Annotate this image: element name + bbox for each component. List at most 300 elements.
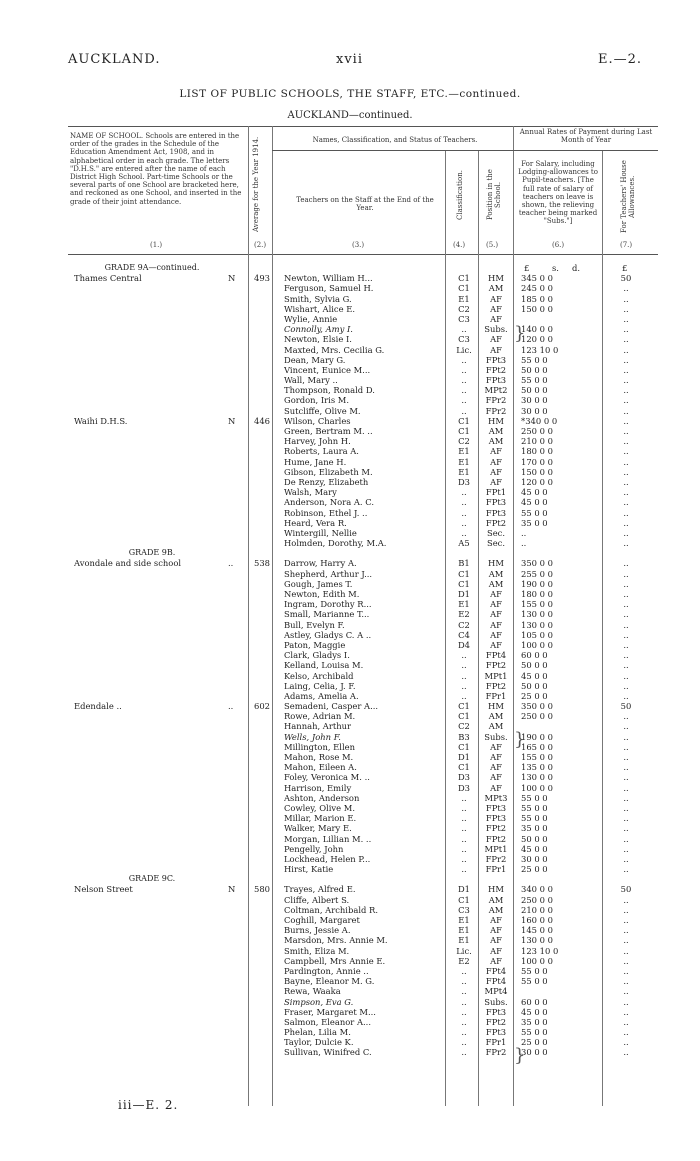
col7-number: (7.) bbox=[620, 241, 633, 249]
house-allowance: .. bbox=[623, 293, 629, 304]
school-status: .. bbox=[228, 558, 234, 569]
salary: 190 0 0 bbox=[521, 578, 553, 589]
position: AF bbox=[490, 476, 502, 487]
house-allowance: .. bbox=[623, 935, 629, 946]
table-row bbox=[0, 538, 700, 548]
col3-number: (3.) bbox=[352, 241, 365, 249]
position: FPr1 bbox=[485, 1037, 507, 1048]
position: AM bbox=[488, 436, 504, 447]
table-row bbox=[0, 844, 700, 854]
table-row bbox=[0, 385, 700, 395]
col4-number: (4.) bbox=[453, 241, 466, 249]
position: AF bbox=[490, 334, 502, 345]
house-allowance: .. bbox=[623, 945, 629, 956]
house-allowance: .. bbox=[623, 517, 629, 528]
table-row bbox=[0, 569, 700, 579]
table-row bbox=[0, 956, 700, 966]
col4-header: Classification. bbox=[456, 170, 464, 220]
classification: B1 bbox=[458, 558, 470, 569]
table-row bbox=[0, 395, 700, 405]
house-allowance: .. bbox=[623, 639, 629, 650]
table-row bbox=[0, 345, 700, 355]
house-allowance: .. bbox=[623, 680, 629, 691]
teacher-name: Connolly, Amy I. bbox=[284, 324, 353, 335]
school-name: Nelson Street bbox=[74, 884, 133, 895]
classification: E1 bbox=[458, 935, 470, 946]
table-row bbox=[0, 589, 700, 599]
table-row bbox=[0, 518, 700, 528]
table-row bbox=[0, 1007, 700, 1017]
salary: 45 0 0 bbox=[521, 497, 548, 508]
page-title: LIST OF PUBLIC SCHOOLS, THE STAFF, ETC.—continued. bbox=[179, 88, 521, 100]
position: AF bbox=[490, 782, 502, 793]
classification: .. bbox=[461, 324, 467, 335]
house-allowance: .. bbox=[623, 364, 629, 375]
table-row bbox=[0, 884, 700, 894]
teacher-name: Wintergill, Nellie bbox=[284, 527, 357, 538]
position: AM bbox=[488, 904, 504, 915]
position: AF bbox=[490, 955, 502, 966]
school-name: Waihi D.H.S. bbox=[74, 415, 128, 426]
classification: .. bbox=[461, 487, 467, 498]
table-row bbox=[0, 416, 700, 426]
position: FPt4 bbox=[485, 976, 507, 987]
salary: 130 0 0 bbox=[521, 935, 553, 946]
salary: 55 0 0 bbox=[521, 507, 548, 518]
table-row bbox=[0, 630, 700, 640]
salary: 55 0 0 bbox=[521, 976, 548, 987]
salary: 55 0 0 bbox=[521, 802, 548, 813]
salary: 25 0 0 bbox=[521, 1037, 548, 1048]
classification: .. bbox=[461, 976, 467, 987]
teacher-name: Simpson, Eva G. bbox=[284, 996, 354, 1007]
house-allowance: .. bbox=[623, 802, 629, 813]
classification: .. bbox=[461, 507, 467, 518]
position: FPt3 bbox=[485, 507, 507, 518]
school-name: Edendale .. bbox=[74, 701, 122, 712]
position: AF bbox=[490, 589, 502, 599]
col3-group-header: Names, Classification, and Status of Teachers. bbox=[312, 136, 478, 144]
table-row bbox=[0, 986, 700, 996]
table-row bbox=[0, 691, 700, 701]
group-rule bbox=[272, 150, 513, 151]
house-allowance: .. bbox=[623, 476, 629, 487]
classification: C2 bbox=[458, 721, 470, 732]
salary: 150 0 0 bbox=[521, 303, 553, 314]
house-allowance: .. bbox=[623, 487, 629, 498]
teacher-name: Thompson, Ronald D. bbox=[284, 385, 375, 396]
pound-unit: £ bbox=[524, 263, 530, 273]
position: AF bbox=[490, 344, 502, 355]
position: AM bbox=[488, 426, 504, 436]
house-allowance: .. bbox=[623, 986, 629, 997]
classification: .. bbox=[461, 843, 467, 854]
position: AM bbox=[488, 721, 504, 732]
table-row bbox=[0, 579, 700, 589]
position: FPt3 bbox=[485, 1027, 507, 1038]
teacher-name: Millar, Marion E. bbox=[284, 813, 357, 824]
teacher-name: Walker, Mary E. bbox=[284, 823, 352, 834]
house-allowance: .. bbox=[623, 792, 629, 803]
grade-label: GRADE 9C. bbox=[128, 874, 176, 884]
position: AF bbox=[490, 915, 502, 925]
table-row bbox=[0, 671, 700, 681]
classification: E2 bbox=[458, 955, 470, 966]
house-allowance: .. bbox=[623, 568, 629, 579]
house-allowance: .. bbox=[623, 915, 629, 925]
teacher-name: Clark, Gladys I. bbox=[284, 650, 350, 661]
house-allowance: .. bbox=[623, 894, 629, 905]
table-row bbox=[0, 976, 700, 986]
salary: 35 0 0 bbox=[521, 517, 548, 528]
position: FPt2 bbox=[485, 680, 507, 691]
table-row bbox=[0, 711, 700, 721]
classification: .. bbox=[461, 823, 467, 834]
salary: 170 0 0 bbox=[521, 456, 553, 467]
col7-header: For Teachers' House Allowances. bbox=[620, 160, 637, 234]
classification: E1 bbox=[458, 293, 470, 304]
house-allowance: .. bbox=[623, 599, 629, 610]
house-allowance: .. bbox=[623, 833, 629, 844]
teacher-name: Sutcliffe, Olive M. bbox=[284, 405, 361, 416]
teacher-name: Ingram, Dorothy R... bbox=[284, 599, 372, 610]
school-name: Thames Central bbox=[74, 273, 142, 284]
house-allowance: .. bbox=[623, 283, 629, 294]
house-allowance: .. bbox=[623, 303, 629, 314]
house-allowance: .. bbox=[623, 324, 629, 335]
house-allowance: .. bbox=[623, 415, 629, 426]
classification: .. bbox=[461, 660, 467, 671]
grade-label: GRADE 9B. bbox=[128, 548, 176, 558]
salary: 165 0 0 bbox=[521, 741, 553, 752]
table-row bbox=[0, 283, 700, 293]
house-allowance: .. bbox=[623, 497, 629, 508]
salary: 250 0 0 bbox=[521, 894, 553, 905]
house-allowance: 50 bbox=[620, 701, 632, 712]
teacher-name: Wells, John F. bbox=[284, 731, 341, 742]
position: AM bbox=[488, 894, 504, 905]
position: AF bbox=[490, 752, 502, 762]
salary: .. bbox=[521, 527, 527, 538]
table-row bbox=[0, 609, 700, 619]
classification: .. bbox=[461, 813, 467, 824]
salary: 60 0 0 bbox=[521, 996, 548, 1007]
house-allowance: .. bbox=[623, 925, 629, 936]
average-attendance: 446 bbox=[254, 415, 270, 426]
pence-unit: d. bbox=[572, 263, 581, 273]
salary: 130 0 0 bbox=[521, 609, 553, 620]
position: HM bbox=[488, 415, 504, 426]
table-row bbox=[0, 314, 700, 324]
salary: 135 0 0 bbox=[521, 762, 553, 773]
position: AF bbox=[490, 772, 502, 783]
position: Subs. bbox=[484, 996, 508, 1007]
position: FPr1 bbox=[485, 864, 507, 875]
position: FPt2 bbox=[485, 1016, 507, 1027]
classification: .. bbox=[461, 527, 467, 538]
teacher-name: Wilson, Charles bbox=[284, 415, 351, 426]
school-status: .. bbox=[228, 701, 234, 712]
house-allowance: .. bbox=[623, 558, 629, 569]
salary: 30 0 0 bbox=[521, 405, 548, 416]
salary: 123 10 0 bbox=[521, 344, 559, 355]
classification: .. bbox=[461, 680, 467, 691]
col5-header: Position in the School. bbox=[486, 169, 503, 221]
house-allowance: .. bbox=[623, 965, 629, 976]
teacher-name: Newton, Edith M. bbox=[284, 589, 360, 599]
house-allowance: .. bbox=[623, 690, 629, 701]
classification: .. bbox=[461, 833, 467, 844]
teacher-name: Foley, Veronica M. .. bbox=[284, 772, 370, 783]
position: AF bbox=[490, 609, 502, 620]
teacher-name: Campbell, Mrs Annie E. bbox=[284, 955, 386, 966]
position: FPt4 bbox=[485, 650, 507, 661]
salary: 255 0 0 bbox=[521, 568, 553, 579]
salary: 100 0 0 bbox=[521, 955, 553, 966]
table-row bbox=[0, 477, 700, 487]
position: FPt2 bbox=[485, 517, 507, 528]
teacher-name: Roberts, Laura A. bbox=[284, 446, 359, 457]
position: FPt3 bbox=[485, 813, 507, 824]
position: AF bbox=[490, 456, 502, 467]
house-allowance: .. bbox=[623, 752, 629, 762]
position: AF bbox=[490, 599, 502, 610]
teacher-name: De Renzy, Elizabeth bbox=[284, 476, 369, 487]
position: FPr2 bbox=[485, 853, 507, 864]
teacher-name: Darrow, Harry A. bbox=[284, 558, 357, 569]
salary: 140 0 0 bbox=[521, 324, 553, 335]
classification: D3 bbox=[457, 782, 471, 793]
salary: 250 0 0 bbox=[521, 711, 553, 722]
salary: 25 0 0 bbox=[521, 690, 548, 701]
salary: 25 0 0 bbox=[521, 864, 548, 875]
col2-number: (2.) bbox=[254, 241, 267, 249]
house-allowance: .. bbox=[623, 334, 629, 345]
table-row bbox=[0, 558, 700, 568]
table-row bbox=[0, 355, 700, 365]
table-row bbox=[0, 1017, 700, 1027]
table-row bbox=[0, 1027, 700, 1037]
classification: C1 bbox=[458, 894, 470, 905]
teacher-name: Marsdon, Mrs. Annie M. bbox=[284, 935, 388, 946]
teacher-name: Astley, Gladys C. A .. bbox=[284, 629, 372, 640]
position: MPt3 bbox=[484, 792, 508, 803]
position: FPt2 bbox=[485, 660, 507, 671]
house-allowance: .. bbox=[623, 354, 629, 365]
position: AF bbox=[490, 741, 502, 752]
teacher-name: Rowe, Adrian M. bbox=[284, 711, 356, 722]
teacher-name: Hume, Jane H. bbox=[284, 456, 347, 467]
classification: .. bbox=[461, 375, 467, 386]
salary: 50 0 0 bbox=[521, 364, 548, 375]
teacher-name: Bull, Evelyn F. bbox=[284, 619, 345, 630]
salary: 55 0 0 bbox=[521, 792, 548, 803]
salary: 45 0 0 bbox=[521, 843, 548, 854]
position: AM bbox=[488, 578, 504, 589]
teacher-name: Coltman, Archibald R. bbox=[284, 904, 378, 915]
grade-heading bbox=[0, 263, 700, 273]
teacher-name: Wylie, Annie bbox=[284, 313, 338, 324]
classification: .. bbox=[461, 497, 467, 508]
position: FPt2 bbox=[485, 364, 507, 375]
classification: C2 bbox=[458, 619, 470, 630]
house-allowance: .. bbox=[623, 466, 629, 477]
classification: .. bbox=[461, 650, 467, 661]
teacher-name: Adams, Amelia A. bbox=[284, 690, 359, 701]
house-allowance: .. bbox=[623, 772, 629, 783]
salary: 155 0 0 bbox=[521, 599, 553, 610]
salary: 55 0 0 bbox=[521, 813, 548, 824]
grade-heading bbox=[0, 874, 700, 884]
table-row bbox=[0, 793, 700, 803]
teacher-name: Maxted, Mrs. Cecilia G. bbox=[284, 344, 385, 355]
school-status: N bbox=[228, 884, 236, 895]
salary: 55 0 0 bbox=[521, 354, 548, 365]
house-allowance: .. bbox=[623, 1037, 629, 1048]
table-row bbox=[0, 783, 700, 793]
house-allowance: .. bbox=[623, 313, 629, 324]
table-row bbox=[0, 681, 700, 691]
position: FPr2 bbox=[485, 395, 507, 406]
table-row bbox=[0, 732, 700, 742]
teacher-name: Sullivan, Winifred C. bbox=[284, 1047, 372, 1058]
salary: 130 0 0 bbox=[521, 619, 553, 630]
position: FPr2 bbox=[485, 405, 507, 416]
salary: 45 0 0 bbox=[521, 670, 548, 681]
teacher-name: Kelland, Louisa M. bbox=[284, 660, 364, 671]
classification: .. bbox=[461, 395, 467, 406]
house-allowance: .. bbox=[623, 741, 629, 752]
classification: .. bbox=[461, 853, 467, 864]
classification: E2 bbox=[458, 609, 470, 620]
header-right: E.—2. bbox=[598, 52, 643, 67]
house-allowance: .. bbox=[623, 904, 629, 915]
position: Subs. bbox=[484, 731, 508, 742]
classification: C2 bbox=[458, 303, 470, 314]
house-allowance: .. bbox=[623, 762, 629, 773]
house-allowance: .. bbox=[623, 538, 629, 549]
position: HM bbox=[488, 701, 504, 712]
position: HM bbox=[488, 884, 504, 895]
teacher-name: Phelan, Lilia M. bbox=[284, 1027, 351, 1038]
teacher-name: Hannah, Arthur bbox=[284, 721, 352, 732]
classification: C1 bbox=[458, 273, 470, 284]
teacher-name: Lockhead, Helen P... bbox=[284, 853, 371, 864]
position: FPt1 bbox=[485, 487, 507, 498]
classification: .. bbox=[461, 385, 467, 396]
salary: 105 0 0 bbox=[521, 629, 553, 640]
table-row bbox=[0, 446, 700, 456]
table-row bbox=[0, 650, 700, 660]
house-allowance: .. bbox=[623, 405, 629, 416]
teacher-name: Millington, Ellen bbox=[284, 741, 355, 752]
house-pound-unit: £ bbox=[622, 263, 628, 273]
teacher-name: Fraser, Margaret M... bbox=[284, 1006, 376, 1017]
teacher-name: Laing, Celia, J. F. bbox=[284, 680, 356, 691]
house-allowance: 50 bbox=[620, 884, 632, 895]
position: Sec. bbox=[486, 527, 506, 538]
table-row bbox=[0, 508, 700, 518]
teacher-name: Mahon, Rose M. bbox=[284, 752, 354, 762]
position: MPt1 bbox=[484, 670, 508, 681]
table-row bbox=[0, 294, 700, 304]
house-allowance: .. bbox=[623, 823, 629, 834]
house-allowance: .. bbox=[623, 1016, 629, 1027]
house-allowance: .. bbox=[623, 385, 629, 396]
average-attendance: 580 bbox=[254, 884, 270, 895]
table-row bbox=[0, 1037, 700, 1047]
salary: 30 0 0 bbox=[521, 395, 548, 406]
teacher-name: Burns, Jessie A. bbox=[284, 925, 351, 936]
position: AF bbox=[490, 945, 502, 956]
position: FPt3 bbox=[485, 1006, 507, 1017]
house-allowance: .. bbox=[623, 996, 629, 1007]
house-allowance: .. bbox=[623, 976, 629, 987]
classification: .. bbox=[461, 1047, 467, 1058]
teacher-name: Smith, Sylvia G. bbox=[284, 293, 352, 304]
teacher-name: Gough, James T. bbox=[284, 578, 353, 589]
teacher-name: Pardington, Annie .. bbox=[284, 965, 369, 976]
position: FPt4 bbox=[485, 965, 507, 976]
classification: B3 bbox=[458, 731, 470, 742]
header-page-number: xvii bbox=[336, 52, 363, 67]
classification: .. bbox=[461, 802, 467, 813]
classification: C3 bbox=[458, 904, 470, 915]
teacher-name: Wishart, Alice E. bbox=[284, 303, 356, 314]
table-row bbox=[0, 762, 700, 772]
table-row bbox=[0, 834, 700, 844]
position: AM bbox=[488, 568, 504, 579]
salary: 180 0 0 bbox=[521, 446, 553, 457]
salary: 123 10 0 bbox=[521, 945, 559, 956]
salary: 185 0 0 bbox=[521, 293, 553, 304]
position: FPt3 bbox=[485, 497, 507, 508]
position: Sec. bbox=[486, 538, 506, 549]
col3-header: Teachers on the Staff at the End of the Year. bbox=[296, 196, 434, 213]
position: AF bbox=[490, 313, 502, 324]
table-row bbox=[0, 487, 700, 497]
salary: 100 0 0 bbox=[521, 639, 553, 650]
grade-label: GRADE 9A—continued. bbox=[104, 263, 200, 272]
salary: 155 0 0 bbox=[521, 752, 553, 762]
teacher-name: Pengelly, John bbox=[284, 843, 344, 854]
table-row bbox=[0, 701, 700, 711]
classification: Lic. bbox=[456, 344, 472, 355]
position: AF bbox=[490, 935, 502, 946]
teacher-name: Wall, Mary .. bbox=[284, 375, 338, 386]
classification: C1 bbox=[458, 578, 470, 589]
position: FPt3 bbox=[485, 354, 507, 365]
classification: .. bbox=[461, 405, 467, 416]
teacher-name: Morgan, Lillian M. .. bbox=[284, 833, 372, 844]
table-row bbox=[0, 742, 700, 752]
teacher-name: Ashton, Anderson bbox=[284, 792, 360, 803]
table-row bbox=[0, 721, 700, 731]
house-allowance: .. bbox=[623, 456, 629, 467]
position: FPt2 bbox=[485, 833, 507, 844]
classification: .. bbox=[461, 1016, 467, 1027]
position: FPt3 bbox=[485, 375, 507, 386]
footer-signature: iii—E. 2. bbox=[118, 1098, 179, 1112]
header-left: AUCKLAND. bbox=[68, 52, 161, 67]
salary: 250 0 0 bbox=[521, 426, 553, 436]
classification: .. bbox=[461, 792, 467, 803]
classification: D1 bbox=[457, 589, 471, 599]
house-allowance: .. bbox=[623, 619, 629, 630]
salary: 30 0 0 bbox=[521, 1047, 548, 1058]
classification: .. bbox=[461, 965, 467, 976]
house-allowance: .. bbox=[623, 650, 629, 661]
